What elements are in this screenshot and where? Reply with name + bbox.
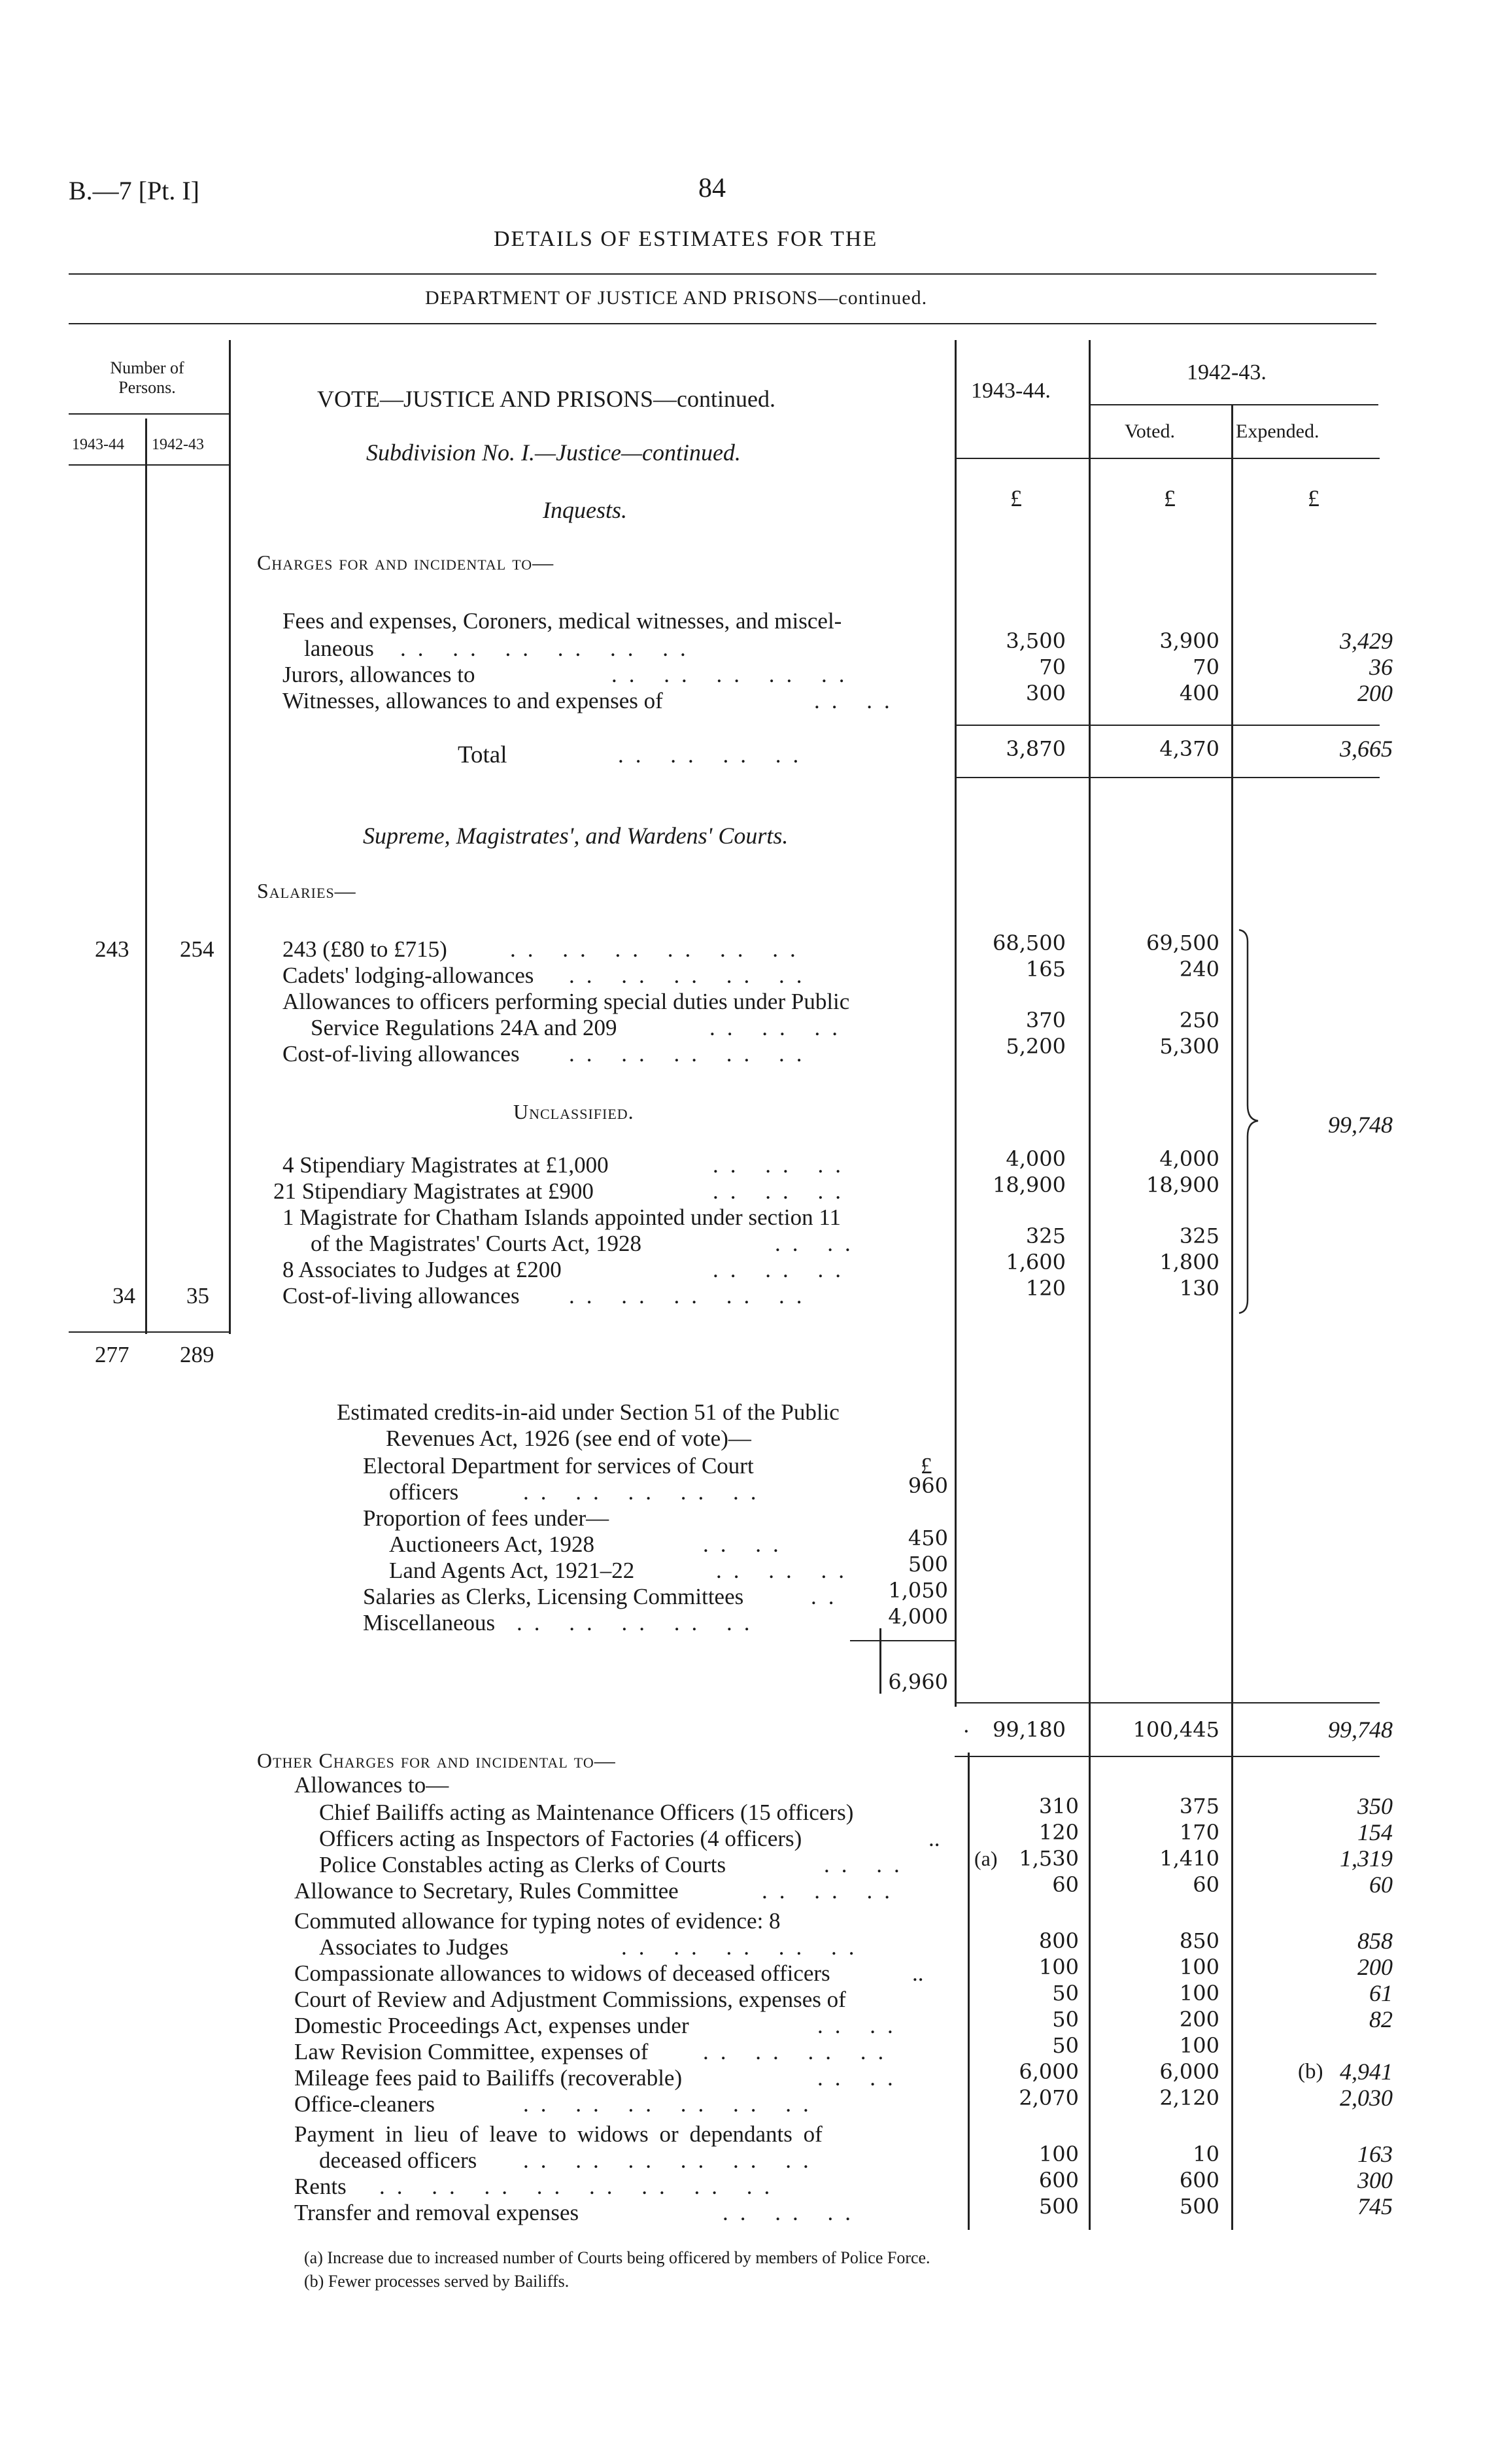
other-expended: 300 xyxy=(1357,2167,1393,2193)
dot-leader: .. .. .. xyxy=(723,2200,862,2225)
other-expended: 745 xyxy=(1357,2193,1393,2219)
inquests-charges-heading: Charges for and incidental to— xyxy=(257,551,554,574)
year-1942-header: 1942-43. xyxy=(1187,360,1267,385)
other-row-label: Domestic Proceedings Act, expenses under xyxy=(294,2013,689,2038)
credits-pound-sign: £ xyxy=(921,1453,932,1479)
dot-leader: .. .. .. .. .. xyxy=(621,1934,866,1960)
credit-item-value: 1,050 xyxy=(888,1578,948,1603)
other-row-label: Payment in lieu of leave to widows or dependants of xyxy=(294,2121,823,2147)
dot-leader: .. .. .. xyxy=(709,1015,849,1040)
salaries-expended-total: 99,748 xyxy=(1328,1112,1393,1138)
dot-leader: .. xyxy=(811,1584,846,1609)
salary-1943: 68,500 xyxy=(993,931,1066,955)
inquest-row-label-cont: laneous xyxy=(304,636,374,661)
other-row-label: Chief Bailiffs acting as Maintenance Officers (15 officers) xyxy=(319,1800,854,1825)
unclassified-voted: 4,000 xyxy=(1159,1146,1219,1171)
other-voted: 200 xyxy=(1179,2007,1219,2032)
inquests-total-expended: 3,665 xyxy=(1340,736,1393,762)
other-row-label-cont: deceased officers xyxy=(319,2147,477,2173)
other-expended: 350 xyxy=(1357,1793,1393,1819)
dot-leader: .. .. .. xyxy=(762,1878,902,1904)
unclassified-row-label: 1 Magistrate for Chatham Islands appointed under section 11 xyxy=(282,1205,842,1230)
persons-1942: 254 xyxy=(180,936,214,962)
salary-row-label-cont: Service Regulations 24A and 209 xyxy=(311,1015,617,1040)
persons-1942: 35 xyxy=(186,1283,209,1309)
expended-header: Expended. xyxy=(1236,420,1319,442)
other-voted: 600 xyxy=(1179,2168,1219,2193)
page-title: DETAILS OF ESTIMATES FOR THE xyxy=(494,227,878,251)
subtotal-voted: 100,445 xyxy=(1132,1717,1219,1742)
other-1943: 100 xyxy=(1038,2142,1079,2166)
inquest-voted: 3,900 xyxy=(1159,628,1219,653)
other-voted: 850 xyxy=(1179,1928,1219,1953)
inquest-row-label: Witnesses, allowances to and expenses of xyxy=(282,688,663,713)
unclassified-1943: 1,600 xyxy=(1006,1250,1066,1275)
other-row-label: Allowance to Secretary, Rules Committee xyxy=(294,1878,679,1904)
inquest-1943: 3,500 xyxy=(1006,628,1066,653)
dot-leader: .. .. .. .. .. xyxy=(611,662,857,687)
inquest-expended: 200 xyxy=(1357,680,1393,706)
dot-leader: .. .. .. .. xyxy=(618,742,811,768)
vote-title: VOTE—JUSTICE AND PRISONS—continued. xyxy=(317,386,776,412)
other-voted: 500 xyxy=(1179,2194,1219,2219)
other-1943: 60 xyxy=(1052,1872,1079,1897)
other-expended: 60 xyxy=(1369,1872,1393,1898)
unclassified-row-label-cont: of the Magistrates' Courts Act, 1928 xyxy=(311,1231,641,1256)
inquest-row-label: Jurors, allowances to xyxy=(282,662,475,687)
persons-1943: 243 xyxy=(95,936,129,962)
other-expended: 2,030 xyxy=(1340,2085,1393,2111)
salaries-heading: Salaries— xyxy=(257,879,356,902)
dot-leader: .. .. xyxy=(814,688,902,713)
other-1943: 2,070 xyxy=(1019,2085,1079,2110)
inquests-total-1943: 3,870 xyxy=(1006,736,1066,761)
other-row-label: Commuted allowance for typing notes of evidence: 8 xyxy=(294,1908,781,1934)
dot-leader: .. .. xyxy=(817,2013,905,2038)
other-voted: 100 xyxy=(1179,2033,1219,2058)
salary-1943: 165 xyxy=(1025,957,1066,982)
dot-leader: .. .. .. .. .. xyxy=(569,1041,814,1067)
pound-sign-1943: £ xyxy=(1010,485,1022,511)
credit-item-value: 960 xyxy=(908,1473,948,1498)
unclassified-heading: Unclassified. xyxy=(513,1100,634,1123)
other-row-label: Rents xyxy=(294,2174,347,2199)
brace-icon xyxy=(1236,929,1275,1314)
courts-heading: Supreme, Magistrates', and Wardens' Courts. xyxy=(363,823,789,849)
salary-row-label: Cadets' lodging-allowances xyxy=(282,963,534,988)
unclassified-voted: 18,900 xyxy=(1146,1172,1219,1197)
unclassified-voted: 130 xyxy=(1179,1276,1219,1301)
allowances-heading: Allowances to— xyxy=(294,1772,449,1798)
inquests-total-voted: 4,370 xyxy=(1159,736,1219,761)
inquests-total-label: Total xyxy=(458,742,507,768)
salary-row-label: 243 (£80 to £715) xyxy=(282,936,447,962)
other-voted: 375 xyxy=(1179,1794,1219,1819)
dot-leader: .. .. .. xyxy=(713,1178,853,1204)
other-1943: 600 xyxy=(1038,2168,1079,2193)
dot-leader: .. .. .. .. .. xyxy=(569,963,814,988)
credits-intro-cont: Revenues Act, 1926 (see end of vote)— xyxy=(386,1426,751,1451)
dot-leader: .. .. .. .. xyxy=(703,2039,896,2064)
other-charges-heading: Other Charges for and incidental to— xyxy=(257,1749,616,1772)
persons-total-1943: 277 xyxy=(95,1342,129,1367)
dot-leader: .. .. .. .. .. .. xyxy=(523,2147,821,2173)
other-row-label-cont: Associates to Judges xyxy=(319,1934,509,1960)
salary-voted: 250 xyxy=(1179,1008,1219,1033)
salary-1943: 5,200 xyxy=(1006,1034,1066,1059)
salary-1943: 370 xyxy=(1025,1008,1066,1033)
credit-item-value: 500 xyxy=(908,1552,948,1577)
dot-leader: .. .. xyxy=(703,1531,791,1557)
other-1943: 1,530 xyxy=(1019,1846,1079,1871)
other-expended: 61 xyxy=(1369,1980,1393,2006)
credit-item-value: 4,000 xyxy=(888,1604,948,1629)
unclassified-row-label: 4 Stipendiary Magistrates at £1,000 xyxy=(282,1152,609,1178)
other-row-label: Court of Review and Adjustment Commissions, expenses of xyxy=(294,1987,846,2012)
credit-item-label: Miscellaneous xyxy=(363,1610,496,1635)
dot-leader: .. .. .. xyxy=(713,1152,853,1178)
other-voted: 100 xyxy=(1179,1955,1219,1979)
other-row-label: Police Constables acting as Clerks of Courts xyxy=(319,1852,726,1877)
dot-leader: .. .. .. .. .. .. xyxy=(400,636,698,661)
other-row-label: Transfer and removal expenses xyxy=(294,2200,579,2225)
subtotal-expended: 99,748 xyxy=(1328,1717,1393,1743)
unclassified-voted: 1,800 xyxy=(1159,1250,1219,1275)
other-voted: 1,410 xyxy=(1159,1846,1219,1871)
dot-leader: .. .. .. .. .. xyxy=(523,1479,768,1505)
other-voted: 60 xyxy=(1193,1872,1219,1897)
subtotal-1943: 99,180 xyxy=(993,1717,1066,1742)
salary-voted: 5,300 xyxy=(1159,1034,1219,1059)
inquest-voted: 70 xyxy=(1193,655,1219,679)
persons-col-1942: 1942-43 xyxy=(152,436,204,453)
unclassified-row-label: 21 Stipendiary Magistrates at £900 xyxy=(273,1178,594,1204)
other-expended: 82 xyxy=(1369,2006,1393,2032)
document-reference: B.—7 [Pt. I] xyxy=(69,176,199,205)
dot-leader: · xyxy=(962,1719,970,1744)
credit-item-label: Auctioneers Act, 1928 xyxy=(389,1531,594,1557)
persons-total-1942: 289 xyxy=(180,1342,214,1367)
salary-row-label: Cost-of-living allowances xyxy=(282,1041,520,1067)
page-number: 84 xyxy=(698,173,726,203)
other-expended: 1,319 xyxy=(1340,1845,1393,1872)
other-voted: 6,000 xyxy=(1159,2059,1219,2084)
pound-sign-expended: £ xyxy=(1308,485,1319,511)
voted-header: Voted. xyxy=(1125,420,1175,442)
number-of-persons-header: Number of Persons. xyxy=(110,358,184,397)
other-1943: 100 xyxy=(1038,1955,1079,1979)
persons-col-1943: 1943-44 xyxy=(72,436,124,453)
dot-leader: .. xyxy=(928,1826,940,1851)
salary-voted: 240 xyxy=(1179,957,1219,982)
credit-item-value: 450 xyxy=(908,1526,948,1550)
inquest-1943: 300 xyxy=(1025,681,1066,706)
footnote-marker: (b) xyxy=(1298,2060,1323,2083)
credit-item-label: Electoral Department for services of Court xyxy=(363,1453,754,1479)
other-row-label: Office-cleaners xyxy=(294,2091,435,2117)
inquest-expended: 3,429 xyxy=(1340,628,1393,654)
other-voted: 100 xyxy=(1179,1981,1219,2006)
inquest-row-label: Fees and expenses, Coroners, medical witnesses, and miscel- xyxy=(282,608,842,634)
dot-leader: .. .. .. .. .. xyxy=(517,1610,762,1635)
footnote-marker: (a) xyxy=(974,1847,998,1870)
other-1943: 120 xyxy=(1038,1820,1079,1845)
inquest-voted: 400 xyxy=(1179,681,1219,706)
other-expended: 154 xyxy=(1357,1819,1393,1845)
credit-item-label: Salaries as Clerks, Licensing Committees xyxy=(363,1584,744,1609)
dot-leader: .. .. .. .. .. .. xyxy=(523,2091,821,2117)
subdivision-title: Subdivision No. I.—Justice—continued. xyxy=(366,439,741,466)
other-expended: 858 xyxy=(1357,1928,1393,1954)
unclassified-1943: 325 xyxy=(1025,1223,1066,1248)
credits-total: 6,960 xyxy=(888,1669,948,1694)
department-subtitle: DEPARTMENT OF JUSTICE AND PRISONS—continued. xyxy=(425,287,928,309)
credit-item-label: Land Agents Act, 1921–22 xyxy=(389,1558,635,1583)
inquests-heading: Inquests. xyxy=(543,497,627,523)
other-1943: 50 xyxy=(1052,2007,1079,2032)
other-row-label: Mileage fees paid to Bailiffs (recoverable) xyxy=(294,2065,683,2091)
other-voted: 2,120 xyxy=(1159,2085,1219,2110)
dot-leader: .. .. .. xyxy=(716,1558,856,1583)
other-voted: 170 xyxy=(1179,1820,1219,1845)
inquest-expended: 36 xyxy=(1369,654,1393,680)
unclassified-voted: 325 xyxy=(1179,1223,1219,1248)
credit-item-label-cont: officers xyxy=(389,1479,459,1505)
other-row-label: Compassionate allowances to widows of deceased officers xyxy=(294,1960,830,1986)
unclassified-row-label: Cost-of-living allowances xyxy=(282,1283,520,1309)
salary-voted: 69,500 xyxy=(1146,931,1219,955)
unclassified-1943: 18,900 xyxy=(993,1172,1066,1197)
other-voted: 10 xyxy=(1193,2142,1219,2166)
dot-leader: .. .. .. .. .. xyxy=(569,1283,814,1309)
footnote-a: (a) Increase due to increased number of Courts being officered by members of Police Force. xyxy=(304,2248,930,2267)
credit-item-label: Proportion of fees under— xyxy=(363,1505,609,1531)
dot-leader: .. .. .. .. .. .. .. .. xyxy=(379,2174,782,2199)
unclassified-row-label: 8 Associates to Judges at £200 xyxy=(282,1257,562,1282)
other-1943: 50 xyxy=(1052,1981,1079,2006)
dot-leader: .. .. .. xyxy=(713,1257,853,1282)
other-1943: 50 xyxy=(1052,2033,1079,2058)
other-expended: 200 xyxy=(1357,1954,1393,1980)
credits-intro: Estimated credits-in-aid under Section 51 of the Public xyxy=(337,1399,840,1425)
estimate-1943-header: 1943-44. xyxy=(971,379,1051,403)
inquest-1943: 70 xyxy=(1039,655,1066,679)
other-row-label: Law Revision Committee, expenses of xyxy=(294,2039,649,2064)
unclassified-1943: 4,000 xyxy=(1006,1146,1066,1171)
unclassified-1943: 120 xyxy=(1025,1276,1066,1301)
other-row-label: Officers acting as Inspectors of Factories (4 officers) xyxy=(319,1826,802,1851)
other-1943: 800 xyxy=(1038,1928,1079,1953)
dot-leader: .. .. xyxy=(824,1852,911,1877)
persons-1943: 34 xyxy=(112,1283,135,1309)
dot-leader: .. xyxy=(912,1960,924,1986)
dot-leader: .. .. .. .. .. .. xyxy=(510,936,808,962)
other-expended: 163 xyxy=(1357,2141,1393,2167)
footnote-b: (b) Fewer processes served by Bailiffs. xyxy=(304,2272,570,2291)
other-expended: 4,941 xyxy=(1340,2059,1393,2085)
other-1943: 310 xyxy=(1038,1794,1079,1819)
other-1943: 500 xyxy=(1038,2194,1079,2219)
dot-leader: .. .. xyxy=(817,2065,905,2091)
dot-leader: .. .. xyxy=(775,1231,862,1256)
salary-row-label: Allowances to officers performing special duties under Public xyxy=(282,989,850,1014)
pound-sign-voted: £ xyxy=(1164,485,1176,511)
other-1943: 6,000 xyxy=(1019,2059,1079,2084)
